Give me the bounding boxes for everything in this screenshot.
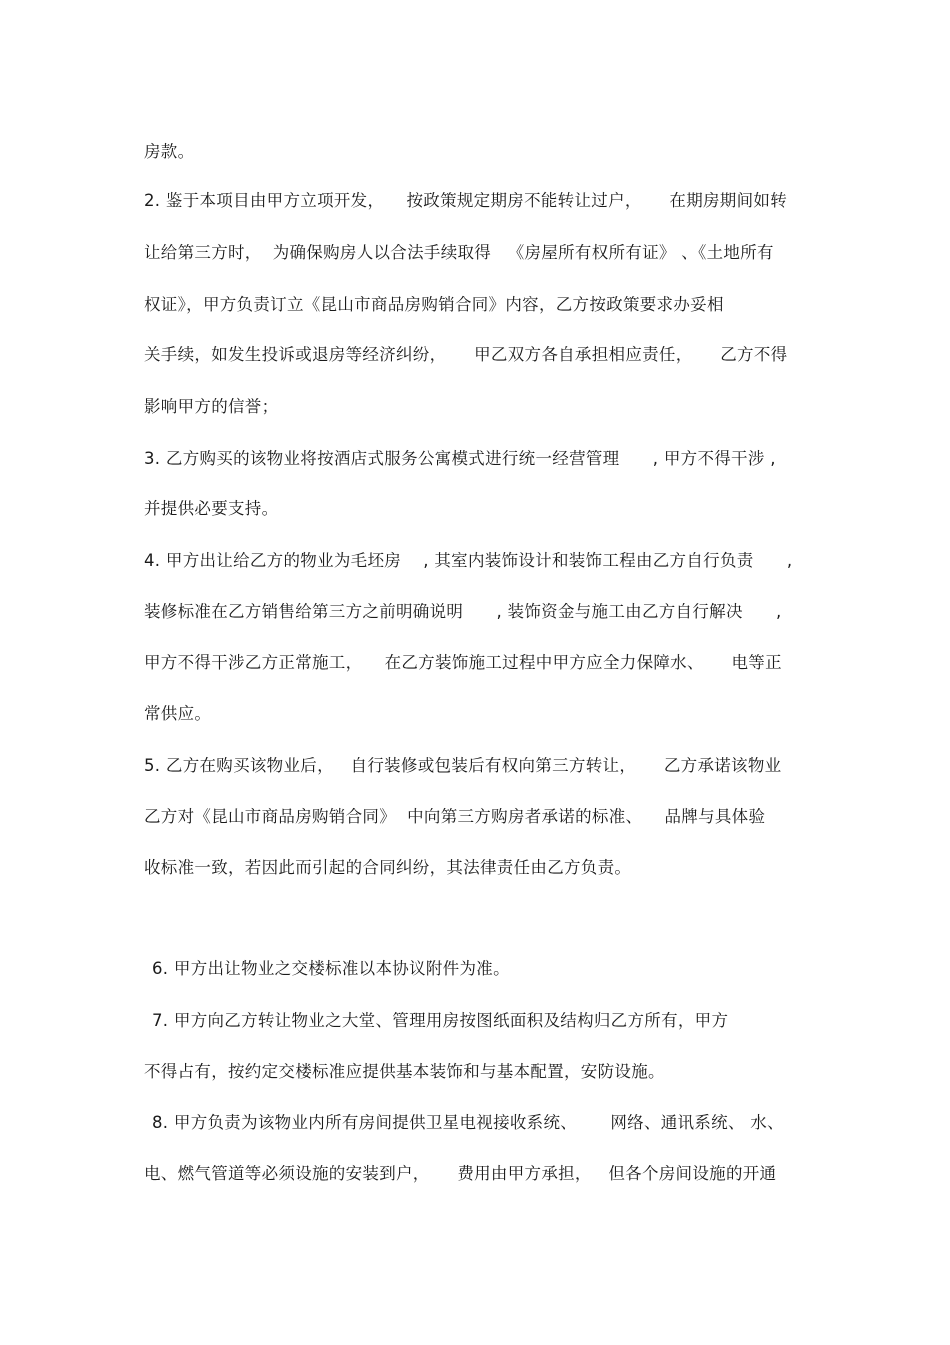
text-line: 收标准一致，若因此而引起的合同纠纷，其法律责任由乙方负责。 bbox=[144, 858, 632, 877]
text-line: 2. 鉴于本项目由甲方立项开发， 按政策规定期房不能转让过户， 在期房期间如转 bbox=[144, 191, 787, 210]
text-line: 装修标准在乙方销售给第三方之前明确说明 , 装饰资金与施工由乙方自行解决 , bbox=[144, 602, 782, 621]
text-line: 甲方不得干涉乙方正常施工， 在乙方装饰施工过程中甲方应全力保障水、 电等正 bbox=[144, 653, 782, 672]
text-line: 权证》，甲方负责订立《昆山市商品房购销合同》内容，乙方按政策要求办妥相 bbox=[144, 295, 724, 314]
text-line: 乙方对《昆山市商品房购销合同》 中向第三方购房者承诺的标准、 品牌与具体验 bbox=[144, 807, 766, 826]
text-line: 4. 甲方出让给乙方的物业为毛坯房 , 其室内装饰设计和装饰工程由乙方自行负责 , bbox=[144, 551, 793, 570]
text-line: 8. 甲方负责为该物业内所有房间提供卫星电视接收系统、 网络、通讯系统、 水、 bbox=[152, 1113, 784, 1132]
text-line: 房款。 bbox=[144, 142, 195, 161]
text-line: 5. 乙方在购买该物业后， 自行装修或包装后有权向第三方转让， 乙方承诺该物业 bbox=[144, 756, 782, 775]
text-line: 不得占有，按约定交楼标准应提供基本装饰和与基本配置，安防设施。 bbox=[144, 1062, 665, 1081]
text-line: 影响甲方的信誉； bbox=[144, 397, 279, 416]
text-line: 让给第三方时， 为确保购房人以合法手续取得 《房屋所有权所有证》 、《土地所有 bbox=[144, 243, 774, 262]
text-line: 7. 甲方向乙方转让物业之大堂、管理用房按图纸面积及结构归乙方所有，甲方 bbox=[152, 1011, 729, 1030]
text-line: 6. 甲方出让物业之交楼标准以本协议附件为准。 bbox=[152, 959, 510, 978]
text-line: 电、燃气管道等必须设施的安装到户， 费用由甲方承担， 但各个房间设施的开通 bbox=[144, 1164, 777, 1183]
text-line: 3. 乙方购买的该物业将按酒店式服务公寓模式进行统一经营管理 , 甲方不得干涉 , bbox=[144, 449, 776, 468]
text-line: 常供应。 bbox=[144, 704, 212, 723]
text-line: 关手续，如发生投诉或退房等经济纠纷， 甲乙双方各自承担相应责任， 乙方不得 bbox=[144, 345, 788, 364]
text-line: 并提供必要支持。 bbox=[144, 499, 279, 518]
